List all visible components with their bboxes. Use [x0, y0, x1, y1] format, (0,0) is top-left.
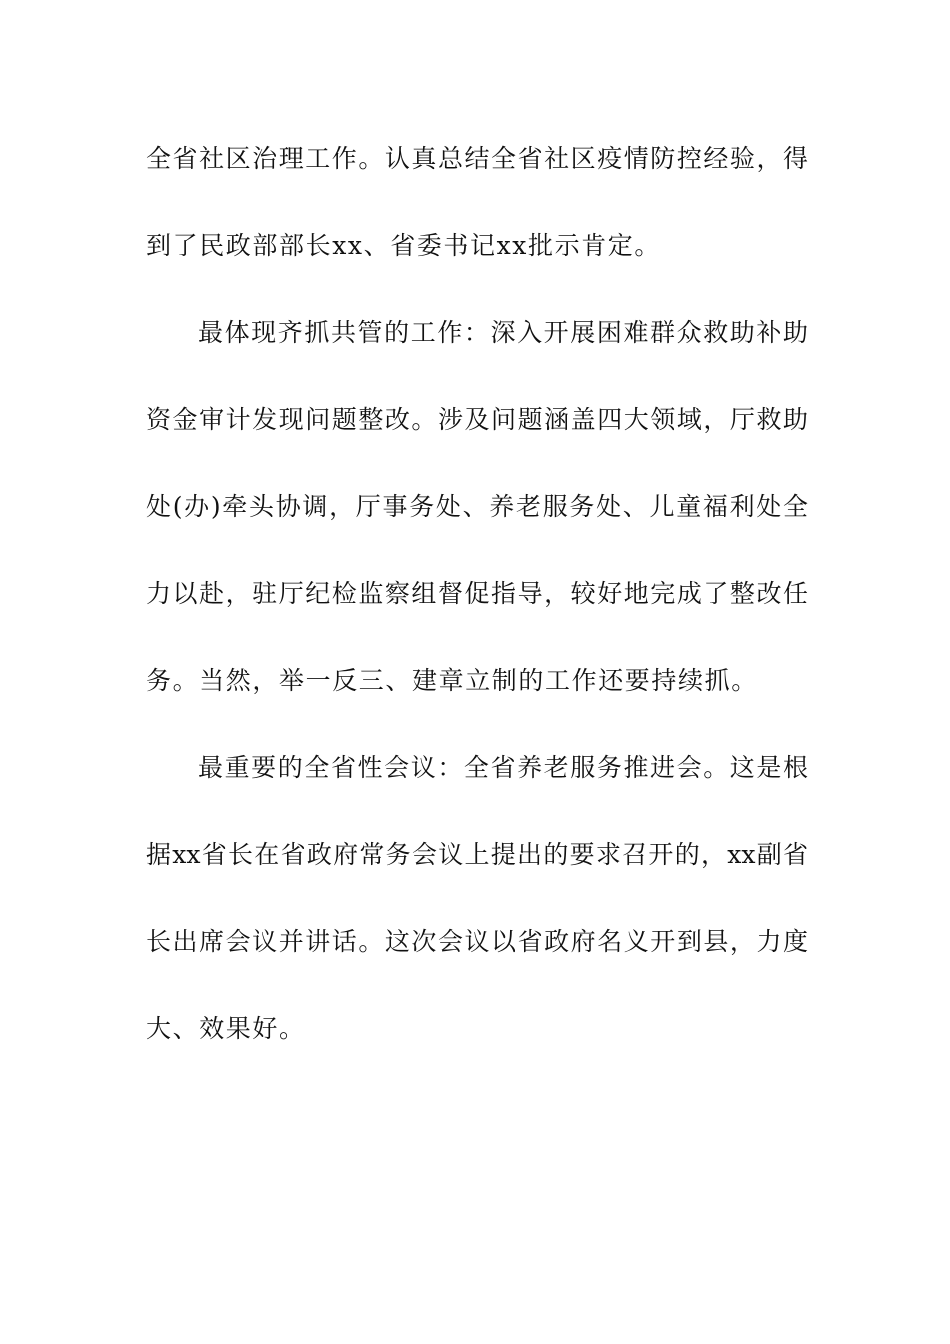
paragraph-first-line: 最重要的全省性会议：全省养老服务推进会。这是根	[198, 753, 808, 782]
text-line: 大、效果好。	[146, 1014, 306, 1043]
text-line: 处(办)牵头协调，厅事务处、养老服务处、儿童福利处全	[146, 492, 808, 521]
document-body	[146, 134, 808, 1091]
text-line: 全省社区治理工作。认真总结全省社区疫情防控经验，得	[146, 144, 808, 173]
text-line: 务。当然，举一反三、建章立制的工作还要持续抓。	[146, 666, 758, 695]
paragraph-first-line: 最体现齐抓共管的工作：深入开展困难群众救助补助	[198, 318, 808, 347]
text-line: 力以赴，驻厅纪检监察组督促指导，较好地完成了整改任	[146, 579, 808, 608]
text-line: 长出席会议并讲话。这次会议以省政府名义开到县，力度	[146, 927, 808, 956]
text-line: 据xx省长在省政府常务会议上提出的要求召开的，xx副省	[146, 840, 808, 869]
text-line: 资金审计发现问题整改。涉及问题涵盖四大领域，厅救助	[146, 405, 808, 434]
text-line: 到了民政部部长xx、省委书记xx批示肯定。	[146, 231, 661, 260]
